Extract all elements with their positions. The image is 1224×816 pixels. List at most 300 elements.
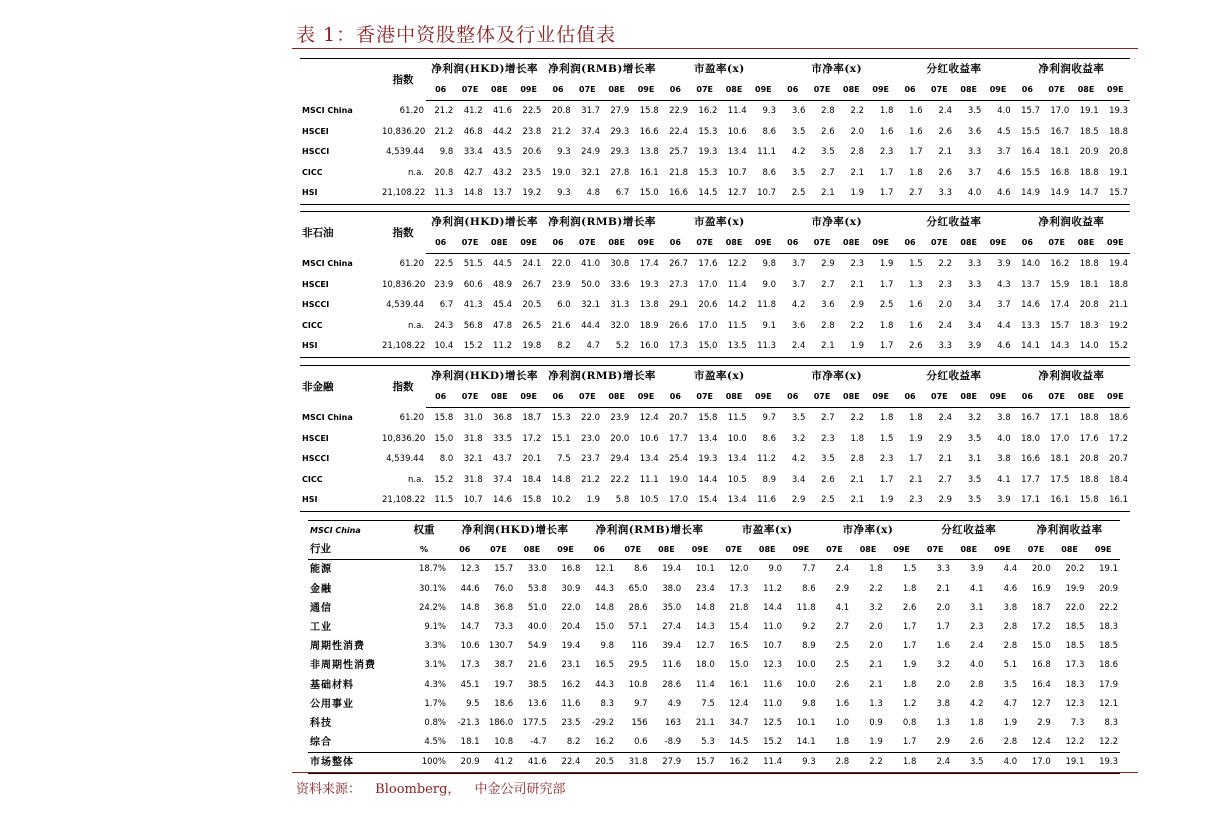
table-cell: 20.6 bbox=[698, 300, 718, 310]
table-row bbox=[300, 408, 1130, 429]
table-cell: 9.5 bbox=[466, 698, 480, 709]
table-cell: 24.1 bbox=[522, 259, 542, 269]
table-cell: 16.7 bbox=[1050, 126, 1070, 137]
table-cell: 2.9 bbox=[821, 259, 835, 269]
table-cell: 2.9 bbox=[778, 490, 807, 511]
table-cell: -29.2 bbox=[592, 718, 614, 729]
index-value: n.a. bbox=[408, 167, 424, 178]
table-cell: 2.2 bbox=[851, 753, 885, 773]
table-cell: 14.8 bbox=[595, 602, 614, 613]
table-cell: 22.0 bbox=[581, 413, 600, 423]
table-cell: 14.4 bbox=[763, 602, 783, 613]
table-cell: 2.9 bbox=[938, 433, 953, 444]
year-header: 08E bbox=[837, 80, 866, 101]
year-header: 06 bbox=[543, 233, 572, 254]
table-cell: 22.2 bbox=[1099, 602, 1118, 613]
table-cell: 51.5 bbox=[463, 259, 483, 269]
table-cell: 28.6 bbox=[662, 679, 682, 690]
table-cell: 15.0 bbox=[595, 622, 614, 633]
table-cell: 16.9 bbox=[1031, 583, 1051, 594]
year-header: 08E bbox=[485, 387, 514, 408]
table-cell: 20.8 bbox=[1079, 454, 1099, 464]
table-cell: 3.5 bbox=[821, 454, 835, 464]
table-cell: 12.3 bbox=[1065, 698, 1085, 709]
table-cell: 11.5 bbox=[426, 490, 455, 511]
year-header: 08E bbox=[515, 540, 549, 560]
table-cell: 17.2 bbox=[522, 433, 542, 444]
table-row bbox=[308, 618, 1120, 637]
table-cell: 1.8 bbox=[970, 718, 984, 729]
table-cell: 18.8 bbox=[1079, 259, 1099, 269]
table-cell: 12.3 bbox=[763, 660, 783, 671]
year-header: 06 bbox=[778, 233, 807, 254]
index-value: 4,539.44 bbox=[386, 300, 424, 310]
row-name: MSCI China bbox=[302, 105, 353, 115]
table-cell: 76.0 bbox=[494, 583, 514, 594]
table-cell: 1.3 bbox=[909, 279, 923, 290]
table-cell: 15.7 bbox=[683, 753, 717, 773]
index-column-header: 指数 bbox=[380, 212, 426, 254]
table-cell: 14.8 bbox=[455, 183, 484, 204]
year-header: 06 bbox=[426, 387, 455, 408]
table-cell: 2.9 bbox=[1037, 718, 1051, 729]
table-cell: 3.5 bbox=[954, 490, 983, 511]
table-cell: 2.8 bbox=[986, 733, 1020, 753]
table-cell: 20.5 bbox=[582, 753, 616, 773]
table-cell: 8.9 bbox=[762, 474, 777, 485]
table-cell: 2.1 bbox=[807, 336, 836, 357]
table-cell: 12.2 bbox=[1086, 733, 1120, 753]
index-value: 10,836.20 bbox=[382, 279, 426, 290]
table-cell: 2.9 bbox=[835, 583, 850, 594]
table-cell: 16.7 bbox=[1021, 413, 1040, 423]
group-header: 分红收益率 bbox=[895, 366, 1012, 387]
table-cell: 41.2 bbox=[463, 106, 483, 116]
year-header: 09E bbox=[866, 233, 895, 254]
table-cell: 10.1 bbox=[796, 718, 816, 729]
table-cell: 2.2 bbox=[850, 320, 865, 331]
table-cell: 19.3 bbox=[698, 147, 718, 157]
table-cell: 2.9 bbox=[925, 490, 954, 511]
table-cell: 4.2 bbox=[791, 300, 806, 310]
table-cell: 10.0 bbox=[796, 660, 816, 671]
table-cell: 9.3 bbox=[557, 147, 571, 157]
table-cell: 21.6 bbox=[527, 660, 547, 671]
table-cell: 116 bbox=[631, 641, 648, 652]
table-row bbox=[300, 275, 1130, 296]
index-value: 21,108.22 bbox=[380, 183, 426, 204]
table-cell: 16.8 bbox=[1031, 660, 1051, 671]
table-cell: 0.8 bbox=[902, 718, 917, 729]
block-label: 非金融 bbox=[300, 366, 380, 408]
table-cell: 8.6 bbox=[802, 583, 816, 594]
table-cell: 3.1 bbox=[970, 602, 984, 613]
table-cell: 6.7 bbox=[439, 300, 454, 310]
year-header: 09E bbox=[749, 387, 778, 408]
table-cell: 11.3 bbox=[749, 336, 778, 357]
table-cell: 24.3 bbox=[434, 320, 454, 331]
table-cell: 2.6 bbox=[835, 679, 850, 690]
table-cell: 17.7 bbox=[1021, 474, 1040, 485]
table-cell: 8.6 bbox=[762, 126, 777, 137]
table-cell: 11.0 bbox=[763, 698, 783, 709]
table-cell: 6.0 bbox=[557, 300, 571, 310]
sector-name: 周期性消费 bbox=[310, 641, 365, 653]
table-cell: 31.8 bbox=[463, 433, 483, 444]
table-cell: 2.2 bbox=[850, 413, 865, 423]
year-header: 09E bbox=[549, 540, 583, 560]
table-cell: 20.0 bbox=[610, 433, 630, 444]
group-header: 市盈率(x) bbox=[661, 212, 778, 233]
table-cell: 15.0 bbox=[434, 433, 454, 444]
table-cell: 3.4 bbox=[967, 300, 982, 310]
table-cell: 9.3 bbox=[784, 753, 818, 773]
year-header: 08E bbox=[1071, 387, 1100, 408]
table-row bbox=[308, 599, 1120, 618]
table-cell: 2.3 bbox=[879, 454, 894, 464]
table-cell: 15.4 bbox=[690, 490, 719, 511]
year-header: 09E bbox=[983, 80, 1012, 101]
table-cell: 1.8 bbox=[879, 320, 894, 331]
table-cell: 2.1 bbox=[938, 454, 953, 464]
table-cell: 8.6 bbox=[762, 167, 777, 178]
group-header: 净利润(RMB)增长率 bbox=[543, 212, 660, 233]
year-header: 09E bbox=[885, 540, 919, 560]
index-value: n.a. bbox=[408, 320, 424, 331]
table-cell: 17.0 bbox=[1019, 753, 1053, 773]
table-cell: 1.9 bbox=[902, 660, 917, 671]
table-cell: 2.5 bbox=[778, 183, 807, 204]
sector-name: 基础材料 bbox=[310, 679, 354, 691]
table-cell: 17.7 bbox=[669, 433, 689, 444]
table-cell: 0.6 bbox=[616, 733, 650, 753]
table-cell: 18.8 bbox=[1109, 126, 1128, 137]
index-value: 61.20 bbox=[399, 258, 424, 269]
table-cell: 2.7 bbox=[821, 167, 835, 178]
table-row bbox=[308, 580, 1120, 599]
table-cell: 2.0 bbox=[869, 641, 883, 652]
table-cell: 3.6 bbox=[967, 126, 982, 137]
table-cell: 2.9 bbox=[918, 733, 952, 753]
table-cell: 27.4 bbox=[662, 622, 682, 633]
year-header: 06 bbox=[778, 80, 807, 101]
table-cell: 31.0 bbox=[463, 413, 483, 423]
table-cell: 23.5 bbox=[561, 718, 581, 729]
year-header: 06 bbox=[895, 80, 924, 101]
table-cell: 14.8 bbox=[695, 602, 715, 613]
table-cell: 15.4 bbox=[729, 622, 749, 633]
table-cell: 3.5 bbox=[791, 167, 806, 178]
table-cell: 12.7 bbox=[1031, 698, 1051, 709]
table-cell: 1.0 bbox=[835, 718, 850, 729]
year-header: 06 bbox=[661, 233, 690, 254]
year-header: 08E bbox=[485, 80, 514, 101]
table-cell: 18.5 bbox=[1065, 641, 1085, 652]
sector-name: 综合 bbox=[308, 733, 400, 753]
table-cell: 1.9 bbox=[909, 433, 923, 444]
table-cell: 41.0 bbox=[581, 259, 600, 269]
table-cell: 16.1 bbox=[1042, 490, 1071, 511]
table-cell: 14.8 bbox=[551, 474, 571, 485]
table-cell: 13.4 bbox=[727, 454, 747, 464]
table-cell: 41.6 bbox=[493, 106, 512, 116]
table-cell: 15.0 bbox=[631, 183, 660, 204]
table-cell: 3.7 bbox=[791, 279, 806, 290]
table-cell: 44.3 bbox=[595, 583, 614, 594]
table-cell: 36.8 bbox=[493, 413, 512, 423]
table-cell: 2.0 bbox=[938, 300, 953, 310]
table-row bbox=[308, 733, 1120, 753]
row-name: MSCI China bbox=[302, 412, 353, 422]
table-cell: 4.0 bbox=[997, 106, 1011, 116]
table-row bbox=[300, 101, 1130, 122]
table-cell: 2.2 bbox=[850, 106, 865, 116]
sector-weight: 1.7% bbox=[424, 698, 446, 709]
table-cell: 4.3 bbox=[997, 279, 1011, 290]
year-header: 07E bbox=[807, 387, 836, 408]
table-cell: 23.1 bbox=[561, 660, 581, 671]
year-header: 06 bbox=[1013, 80, 1042, 101]
index-value: 4,539.44 bbox=[386, 454, 424, 464]
table-cell: 1.9 bbox=[837, 183, 866, 204]
table-cell: 41.3 bbox=[463, 300, 483, 310]
table-cell: 11.5 bbox=[727, 413, 747, 423]
table-cell: 16.4 bbox=[1021, 147, 1040, 157]
table-cell: 3.7 bbox=[967, 167, 982, 178]
table-cell: 2.0 bbox=[936, 602, 950, 613]
table-cell: 9.1 bbox=[762, 320, 777, 331]
table-cell: 4.6 bbox=[983, 336, 1012, 357]
table-cell: 13.4 bbox=[727, 147, 747, 157]
group-header: 市盈率(x) bbox=[661, 59, 778, 80]
year-header: 06 bbox=[448, 540, 482, 560]
sector-name: 能源 bbox=[310, 564, 332, 576]
table-cell: 8.6 bbox=[634, 564, 648, 575]
table-cell: 3.9 bbox=[997, 259, 1011, 269]
table-cell: 1.9 bbox=[879, 259, 894, 269]
table-cell: 3.7 bbox=[997, 300, 1011, 310]
sector-weight: 0.8% bbox=[424, 718, 446, 729]
sector-group-header-row bbox=[308, 521, 1120, 541]
table-cell: 20.2 bbox=[1065, 564, 1085, 575]
table-cell: 4.7 bbox=[573, 336, 602, 357]
table-cell: 22.0 bbox=[551, 259, 571, 269]
year-header: 07E bbox=[1019, 540, 1053, 560]
table-cell: 33.4 bbox=[463, 147, 483, 157]
table-cell: 11.4 bbox=[727, 279, 747, 290]
table-cell: 1.8 bbox=[902, 679, 917, 690]
year-header: 07E bbox=[455, 387, 484, 408]
table-cell: 19.4 bbox=[662, 564, 682, 575]
row-name: HSI bbox=[300, 336, 380, 357]
table-cell: 54.9 bbox=[527, 641, 547, 652]
group-header: 市净率(x) bbox=[778, 212, 895, 233]
table-cell: 17.0 bbox=[1050, 433, 1070, 444]
index-valuation-table-ex-oil bbox=[300, 211, 1130, 358]
year-header: 09E bbox=[514, 233, 543, 254]
table-cell: 19.4 bbox=[1109, 259, 1128, 269]
table-cell: 3.2 bbox=[967, 413, 982, 423]
table-cell: 2.1 bbox=[850, 474, 865, 485]
table-cell: 22.4 bbox=[669, 126, 689, 137]
table-cell: 2.1 bbox=[869, 679, 883, 690]
table-cell: 1.5 bbox=[902, 564, 917, 575]
table-cell: 5.8 bbox=[602, 490, 631, 511]
table-cell: 15.8 bbox=[639, 106, 659, 116]
table-cell: 20.0 bbox=[1031, 564, 1051, 575]
table-cell: 4.6 bbox=[983, 183, 1012, 204]
sector-name: 市场整体 bbox=[308, 753, 400, 773]
table-row bbox=[300, 490, 1130, 511]
table-cell: 16.5 bbox=[729, 641, 749, 652]
year-header: 09E bbox=[631, 80, 660, 101]
table-cell: 1.7 bbox=[936, 622, 950, 633]
table-cell: 3.2 bbox=[791, 433, 806, 444]
index-column-header: 指数 bbox=[380, 59, 426, 101]
table-cell: 32.1 bbox=[463, 454, 483, 464]
table-cell: 4.0 bbox=[986, 753, 1020, 773]
table-cell: 2.5 bbox=[879, 300, 894, 310]
group-header: 市净率(x) bbox=[778, 366, 895, 387]
table-cell: 1.8 bbox=[850, 433, 865, 444]
table-cell: 2.2 bbox=[938, 259, 953, 269]
table-cell: 19.3 bbox=[698, 454, 718, 464]
year-header: 06 bbox=[1013, 387, 1042, 408]
table-cell: 15.5 bbox=[1021, 126, 1040, 137]
year-header: 07E bbox=[1042, 387, 1071, 408]
table-cell: 7.5 bbox=[701, 698, 715, 709]
table-cell: 3.5 bbox=[791, 126, 806, 137]
table-cell: 9.7 bbox=[762, 413, 777, 423]
table-row bbox=[308, 656, 1120, 675]
table-cell: 21.2 bbox=[581, 474, 600, 485]
table-cell: 31.7 bbox=[581, 106, 600, 116]
sector-group-header: 净利润(RMB)增长率 bbox=[582, 521, 716, 541]
table-cell: 32.0 bbox=[610, 320, 630, 331]
table-cell: 16.2 bbox=[1050, 259, 1070, 269]
table-cell: 16.4 bbox=[1031, 679, 1051, 690]
table-cell: 51.0 bbox=[527, 602, 547, 613]
sector-name: 金融 bbox=[310, 583, 332, 595]
table-cell: 22.0 bbox=[1065, 602, 1085, 613]
table-cell: 3.5 bbox=[1003, 679, 1018, 690]
sector-weight: 3.3% bbox=[424, 641, 446, 652]
source-divider bbox=[292, 772, 1138, 773]
table-cell: 12.4 bbox=[639, 413, 659, 423]
table-cell: 11.3 bbox=[426, 183, 455, 204]
table-cell: 16.2 bbox=[717, 753, 751, 773]
table-cell: 10.2 bbox=[543, 490, 572, 511]
year-header: 08E bbox=[602, 387, 631, 408]
table-cell: 31.3 bbox=[610, 300, 630, 310]
year-header: 08E bbox=[602, 233, 631, 254]
table-cell: 1.7 bbox=[879, 167, 894, 178]
sector-corner-label: MSCI China bbox=[308, 521, 400, 541]
table-cell: 10.7 bbox=[749, 183, 778, 204]
row-name: HSCEI bbox=[302, 126, 329, 136]
table-cell: 18.8 bbox=[1079, 413, 1099, 423]
table-cell: 11.1 bbox=[639, 474, 659, 485]
table-cell: 14.8 bbox=[460, 602, 480, 613]
table-cell: 2.9 bbox=[850, 300, 865, 310]
table-cell: 2.6 bbox=[821, 126, 835, 137]
year-header: 07E bbox=[807, 233, 836, 254]
year-header: 07E bbox=[573, 387, 602, 408]
table-cell: 15.7 bbox=[1021, 106, 1040, 116]
table-cell: 39.4 bbox=[662, 641, 682, 652]
table-cell: 4.6 bbox=[997, 167, 1011, 178]
table-cell: 2.0 bbox=[936, 679, 950, 690]
table-cell: 15.2 bbox=[455, 336, 484, 357]
weight-unit: % bbox=[400, 540, 448, 560]
table-cell: 11.0 bbox=[763, 622, 783, 633]
table-cell: 15.0 bbox=[690, 336, 719, 357]
table-cell: 2.6 bbox=[938, 126, 953, 137]
table-cell: 11.6 bbox=[749, 490, 778, 511]
table-cell: 4.2 bbox=[791, 454, 806, 464]
table-cell: 19.0 bbox=[669, 474, 689, 485]
year-header: 09E bbox=[1101, 387, 1130, 408]
table-cell: 15.2 bbox=[1101, 336, 1130, 357]
row-name: HSI bbox=[300, 490, 380, 511]
table-cell: 1.5 bbox=[909, 259, 923, 269]
year-header: 07E bbox=[818, 540, 852, 560]
year-header: 07E bbox=[1042, 80, 1071, 101]
table-cell: 4.8 bbox=[573, 183, 602, 204]
table-row bbox=[300, 429, 1130, 450]
table-cell: 16.1 bbox=[1101, 490, 1130, 511]
table-cell: 14.4 bbox=[698, 474, 718, 485]
table-cell: 38.5 bbox=[527, 679, 547, 690]
group-header: 净利润(RMB)增长率 bbox=[543, 59, 660, 80]
year-header: 08E bbox=[952, 540, 986, 560]
group-header: 市净率(x) bbox=[778, 59, 895, 80]
table-cell: 3.7 bbox=[997, 147, 1011, 157]
table-cell: 4.5 bbox=[997, 126, 1011, 137]
table-cell: 17.0 bbox=[661, 490, 690, 511]
year-header: 08E bbox=[954, 233, 983, 254]
table-cell: 21.8 bbox=[729, 602, 749, 613]
table-cell: 19.1 bbox=[1053, 753, 1087, 773]
sector-year-header-row bbox=[308, 540, 1120, 560]
year-header: 08E bbox=[851, 540, 885, 560]
table-cell: 23.9 bbox=[610, 413, 630, 423]
table-cell: 43.7 bbox=[493, 454, 512, 464]
table-cell: 2.3 bbox=[879, 147, 894, 157]
table-cell: 0.9 bbox=[869, 718, 883, 729]
table-cell: 15.7 bbox=[1050, 320, 1070, 331]
table-cell: 23.4 bbox=[695, 583, 715, 594]
table-cell: 9.2 bbox=[802, 622, 816, 633]
index-value: 61.20 bbox=[399, 105, 424, 116]
table-cell: 21.6 bbox=[551, 320, 571, 331]
table-cell: 9.0 bbox=[762, 279, 777, 290]
table-cell: 44.4 bbox=[581, 320, 600, 331]
table-cell: 15.0 bbox=[1031, 641, 1051, 652]
year-header: 07E bbox=[918, 540, 952, 560]
table-cell: 7.3 bbox=[1070, 718, 1085, 729]
table-cell: 1.6 bbox=[909, 320, 923, 331]
block-label: 非石油 bbox=[300, 212, 380, 254]
table-cell: 2.5 bbox=[807, 490, 836, 511]
group-header: 净利润收益率 bbox=[1013, 59, 1130, 80]
table-cell: 5.3 bbox=[683, 733, 717, 753]
year-header: 06 bbox=[661, 387, 690, 408]
table-cell: 10.5 bbox=[631, 490, 660, 511]
table-cell: 29.3 bbox=[610, 147, 630, 157]
table-cell: 3.1 bbox=[967, 454, 982, 464]
year-header: 07E bbox=[807, 80, 836, 101]
